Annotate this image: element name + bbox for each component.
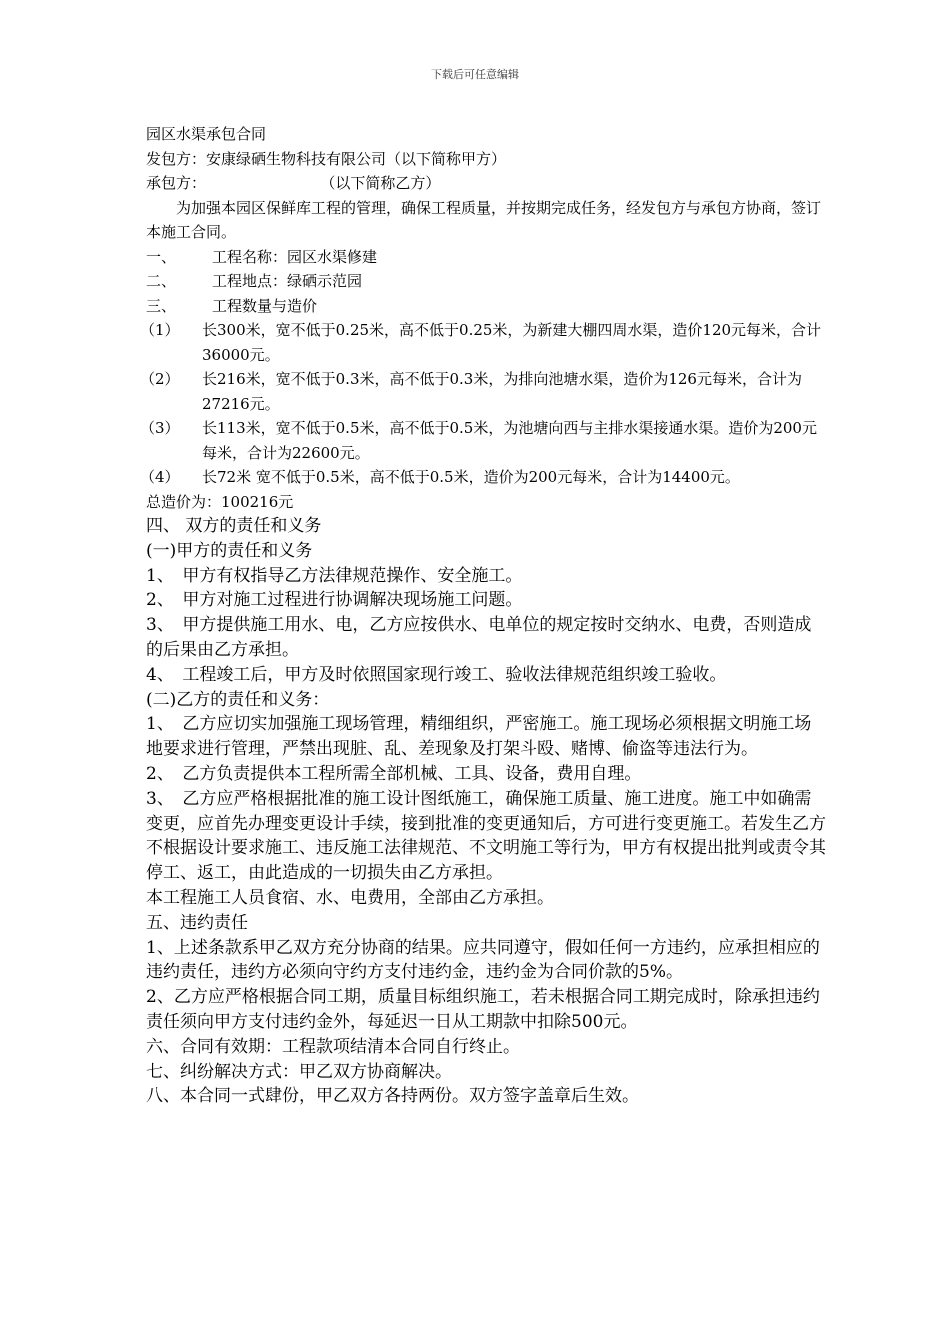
- section-text: 工程数量与造价: [212, 296, 318, 315]
- party-b-note: 本工程施工人员食宿、水、电费用，全部由乙方承担。: [146, 887, 554, 908]
- item-number: （4）: [140, 468, 180, 486]
- cost-item-4: [140, 465, 826, 490]
- party-a-duties-title: (一)甲方的责任和义务: [146, 540, 313, 561]
- cost-item-3: [140, 416, 826, 465]
- section-4-title: 四、 双方的责任和义务: [146, 516, 322, 536]
- section-number: 一、: [146, 247, 177, 266]
- contract-title: 园区水渠承包合同: [146, 125, 267, 143]
- item-text: 长216米，宽不低于0.3米，高不低于0.3米，为排向池塘水渠，造价为126元每米，合计为27216元。: [202, 370, 802, 413]
- total-cost: 总造价为：100216元: [146, 492, 294, 511]
- item-number: （1）: [140, 321, 180, 339]
- section-7: 七、纠纷解决方式：甲乙双方协商解决。: [146, 1061, 452, 1082]
- cost-item-2: [140, 367, 826, 416]
- item-text: 长72米 宽不低于0.5米，高不低于0.5米，造价为200元每米，合计为14400元。: [202, 468, 740, 486]
- breach-clause-1: 1、上述条款系甲乙双方充分协商的结果。应共同遵守，假如任何一方违约，应承担相应的违约责任，违约方必须向守约方支付违约金，违约金为合同价款的5%。: [146, 937, 820, 983]
- section-6: 六、合同有效期：工程款项结清本合同自行终止。: [146, 1036, 520, 1057]
- party-a-duty-1: 1、 甲方有权指导乙方法律规范操作、安全施工。: [146, 565, 523, 586]
- party-b-duties-title: (二)乙方的责任和义务：: [146, 689, 330, 710]
- item-number: （3）: [140, 419, 180, 437]
- party-b-duty-3: 3、 乙方应严格根据批准的施工设计图纸施工，确保施工质量、施工进度。施工中如确需变更，应首先办理变更设计手续，接到批准的变更通知后，方可进行变更施工。若发生乙方不根据设计要求施工、违反施工法律规范、不文明施工等行为，甲方有权提出批判或责令其停工、返工，由此造成的一切损失由乙方承担。: [146, 788, 826, 884]
- item-number: （2）: [140, 370, 180, 388]
- party-a-duty-3: 3、 甲方提供施工用水、电，乙方应按供水、电单位的规定按时交纳水、电费，否则造成的后果由乙方承担。: [146, 615, 812, 660]
- item-text: 长300米，宽不低于0.25米，高不低于0.25米，为新建大棚四周水渠，造价120元每米，合计36000元。: [202, 321, 822, 364]
- party-b-duty-1: 1、 乙方应切实加强施工现场管理，精细组织，严密施工。施工现场必须根据文明施工场地要求进行管理，严禁出现脏、乱、差现象及打架斗殴、赌博、偷盗等违法行为。: [146, 714, 812, 760]
- party-b-duty-2: 2、 乙方负责提供本工程所需全部机械、工具、设备，费用自理。: [146, 763, 642, 784]
- party-a: 发包方：安康绿硒生物科技有限公司（以下简称甲方）: [146, 149, 507, 168]
- page-header: 下载后可任意编辑: [431, 68, 519, 81]
- section-3: [146, 294, 826, 319]
- party-a-duty-4: 4、 工程竣工后，甲方及时依照国家现行竣工、验收法律规范组织竣工验收。: [146, 664, 727, 685]
- section-2: [146, 269, 826, 294]
- section-text: 工程地点：绿硒示范园: [212, 272, 363, 290]
- cost-item-1: [140, 318, 826, 367]
- contract-document: [140, 122, 826, 1109]
- section-number: 三、: [146, 296, 177, 315]
- party-b: 承包方： （以下简称乙方）: [146, 174, 441, 192]
- breach-clause-2: 2、乙方应严格根据合同工期，质量目标组织施工，若未根据合同工期完成时，除承担违约责任须向甲方支付违约金外，每延迟一日从工期款中扣除500元。: [146, 987, 820, 1032]
- section-number: 二、: [146, 272, 177, 290]
- section-text: 工程名称：园区水渠修建: [212, 247, 378, 266]
- section-5-title: 五、违约责任: [146, 912, 248, 933]
- item-text: 长113米，宽不低于0.5米，高不低于0.5米，为池塘向西与主排水渠接通水渠。造价为200元每米，合计为22600元。: [202, 419, 817, 462]
- party-a-duty-2: 2、 甲方对施工过程进行协调解决现场施工问题。: [146, 590, 523, 611]
- intro-paragraph: 为加强本园区保鲜库工程的管理，确保工程质量，并按期完成任务，经发包方与承包方协商，签订本施工合同。: [146, 198, 822, 241]
- section-8: 八、本合同一式肆份，甲乙双方各持两份。双方签字盖章后生效。: [146, 1086, 639, 1107]
- section-1: [146, 245, 826, 270]
